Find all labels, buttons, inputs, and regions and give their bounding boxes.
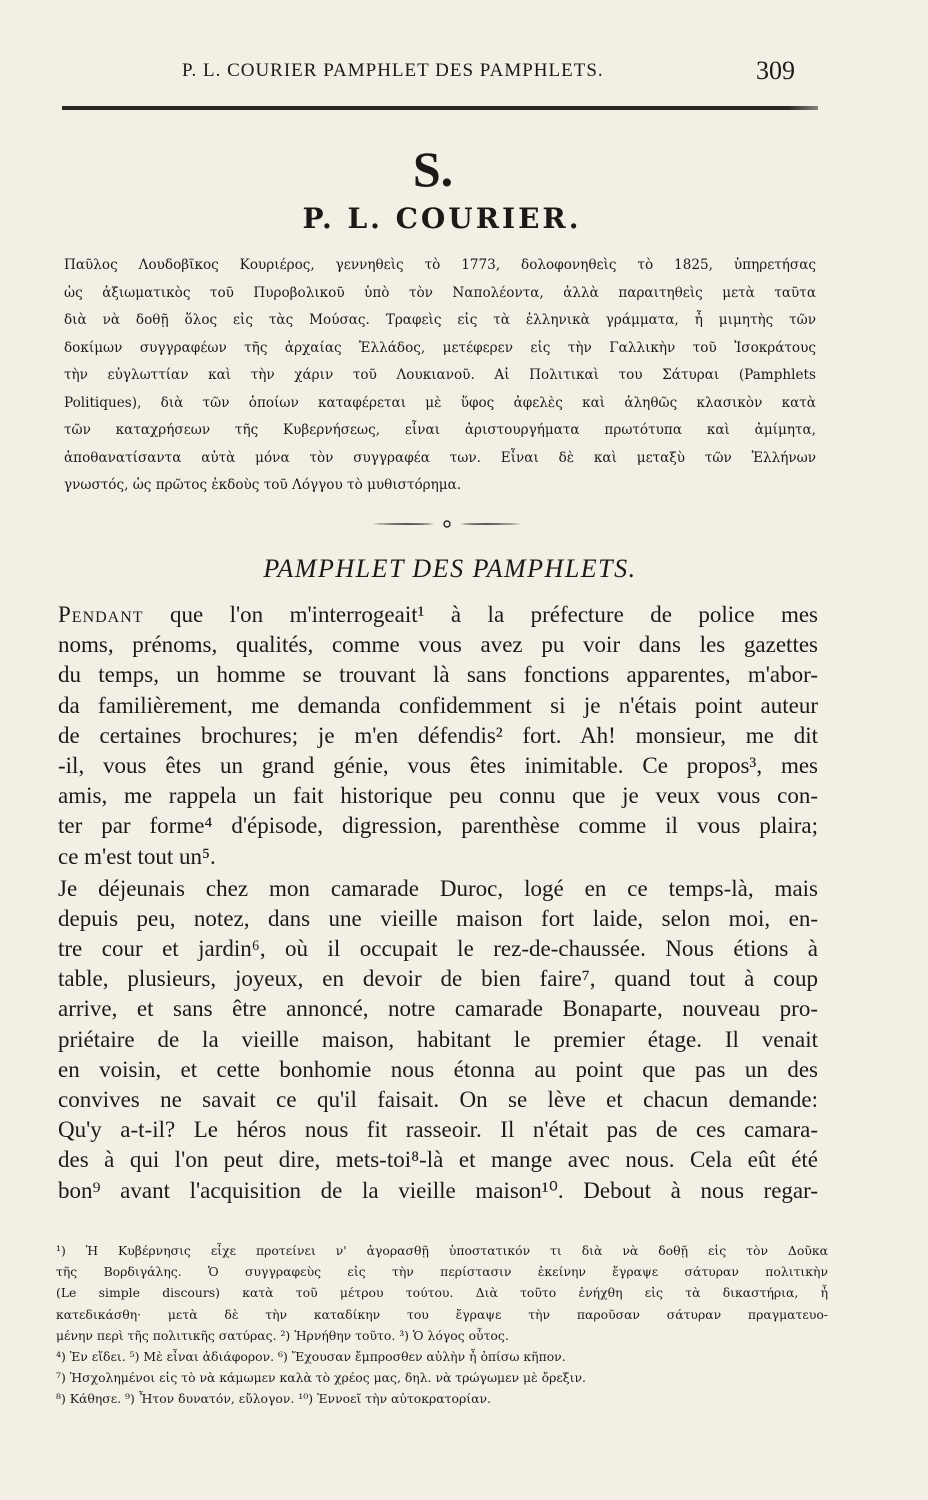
author-biography xyxy=(64,252,816,500)
header-rule xyxy=(62,106,818,110)
bio-line: γνωστός, ὡς πρῶτος ἐκδοὺς τοῦ Λόγγου τὸ μυθιστόρημα. xyxy=(64,477,462,493)
bio-line: Politiques), διὰ τῶν ὁποίων καταφέρεται μὲ ὕφος ἀφελὲς καὶ ἀληθῶς κλασικὸν κατὰ xyxy=(64,394,816,411)
dropcap-word: Pendant xyxy=(58,602,144,627)
footnote-line: κατεδικάσθη· μετὰ δὲ τὴν καταδίκην του ἔγραψε τὴν παροῦσαν σάτυραν πραγματευο- xyxy=(56,1306,828,1322)
body-line: -il, vous êtes un grand génie, vous êtes inimitable. Ce propos³, mes xyxy=(58,752,818,778)
body-line: table, plusieurs, joyeux, en devoir de bien faire⁷, quand tout à coup xyxy=(58,966,818,992)
bio-line: ὡς ἀξιωματικὸς τοῦ Πυροβολικοῦ ὑπὸ τὸν Ναπολέοντα, ἀλλὰ παραιτηθεὶς μετὰ ταῦτα xyxy=(64,284,816,301)
body-line: ce m'est tout un⁵. xyxy=(58,843,216,869)
bio-line: διὰ νὰ δοθῇ ὅλος εἰς τὰς Μούσας. Τραφεὶς εἰς τὰ ἑλληνικὰ γράμματα, ἦ μιμητὴς τῶν xyxy=(64,312,816,328)
footnote-line: ⁴) Ἐν εἴδει. ⁵) Μὲ εἶναι ἀδιάφορον. ⁶) Ἔχουσαν ἔμπροσθεν αὐλὴν ἦ ὀπίσω κῆπον. xyxy=(56,1348,566,1364)
footnote-line: ⁸) Κάθησε. ⁹) Ἦτον δυνατόν, εὔλογον. ¹⁰) Ἐννοεῖ τὴν αὐτοκρατορίαν. xyxy=(56,1391,491,1407)
body-line-text: que l'on m'interrogeait¹ à la préfecture de police mes xyxy=(143,602,818,627)
body-line: da familièrement, me demanda confidemment si je n'étais point auteur xyxy=(58,692,818,718)
running-title: P. L. COURIER PAMPHLET DES PAMPHLETS. xyxy=(182,60,604,81)
body-line: du temps, un homme se trouvant là sans fonctions apparentes, m'abor- xyxy=(58,662,818,688)
body-line: en voisin, et cette bonhomie nous étonna au point que pas un des xyxy=(58,1056,818,1082)
bio-line: τῶν καταχρήσεων τῆς Κυβερνήσεως, εἶναι ἀριστουργήματα πρωτότυπα καὶ ἀμίμητα, xyxy=(64,422,816,438)
footnote-line: (Le simple discours) κατὰ τοῦ μέτρου τούτου. Διὰ τοῦτο ἐνήχθη εἰς τὰ δικαστήρια, ἦ xyxy=(56,1285,828,1301)
article-title: PAMPHLET DES PAMPHLETS. xyxy=(263,554,637,583)
body-line: priétaire de la vieille maison, habitant le premier étage. Il venait xyxy=(58,1026,818,1052)
article-body xyxy=(58,600,818,1206)
bio-line: δοκίμων συγγραφέων τῆς ἀρχαίας Ἑλλάδος, μετέφερεν εἰς τὴν Γαλλικὴν τοῦ Ἰσοκράτους xyxy=(64,339,816,356)
ornament-divider xyxy=(372,519,522,529)
footnotes xyxy=(56,1240,828,1410)
body-line: ter par forme⁴ d'épisode, digression, parenthèse comme il vous plaira; xyxy=(58,813,818,839)
body-line: depuis peu, notez, dans une vieille maison fort laide, selon moi, en- xyxy=(58,905,818,931)
section-initial: S. xyxy=(412,141,454,197)
body-line: des à qui l'on peut dire, mets-toi⁸-là et mange avec nous. Cela eût été xyxy=(58,1147,818,1173)
bio-line: Παῦλος Λουδοβῖκος Κουριέρος, γεννηθεὶς τὸ 1773, δολοφονηθεὶς τὸ 1825, ὑπηρετήσας xyxy=(64,257,816,273)
body-line: amis, me rappela un fait historique peu connu que je veux vous con- xyxy=(58,783,818,809)
body-line: de certaines brochures; je m'en défendis² fort. Ah! monsieur, me dit xyxy=(58,722,818,748)
bio-line: τὴν εὐγλωττίαν καὶ τὴν χάριν τοῦ Λουκιανοῦ. Αἱ Πολιτικαὶ του Σάτυραι (Pamphlets xyxy=(64,367,816,383)
body-line: noms, prénoms, qualités, comme vous avez pu voir dans les gazettes xyxy=(58,632,818,658)
body-line xyxy=(58,600,818,630)
footnote-line: μένην περὶ τῆς πολιτικῆς σατύρας. ²) Ἠρνήθην τοῦτο. ³) Ὁ λόγος οὗτος. xyxy=(56,1327,509,1343)
body-line: Je déjeunais chez mon camarade Duroc, logé en ce temps-là, mais xyxy=(58,875,818,901)
body-line: tre cour et jardin⁶, où il occupait le rez-de-chaussée. Nous étions à xyxy=(58,936,818,962)
footnote-line: ¹) Ἡ Κυβέρνησις εἶχε προτείνει ν' ἀγορασθῇ ὑποστατικόν τι διὰ νὰ δοθῇ εἰς τὸν Δοῦκα xyxy=(56,1243,828,1258)
author-name-heading: P. L. COURIER. xyxy=(302,202,582,235)
bio-line: ἀποθανατίσαντα αὐτὰ μόνα τὸν συγγραφέα των. Εἶναι δὲ καὶ μεταξὺ τῶν Ἑλλήνων xyxy=(64,449,816,466)
footnote-line: τῆς Βορδιγάλης. Ὁ συγγραφεὺς εἰς τὴν περίστασιν ἐκείνην ἔγραψε σάτυραν πολιτικὴν xyxy=(56,1264,828,1280)
body-line: arrive, et sans être annoncé, notre camarade Bonaparte, nouveau pro- xyxy=(58,996,818,1022)
body-line: convives ne savait ce qu'il faisait. On se lève et chacun demande: xyxy=(58,1087,818,1112)
footnote-line: ⁷) Ἠσχολημένοι εἰς τὸ νὰ κάμωμεν καλὰ τὸ χρέος μας, δηλ. νὰ τρώγωμεν μὲ ὄρεξιν. xyxy=(56,1370,586,1386)
body-line: Qu'y a-t-il? Le héros nous fit rasseoir. Il n'était pas de ces camara- xyxy=(58,1117,818,1143)
page-number: 309 xyxy=(756,56,795,85)
body-line: bon⁹ avant l'acquisition de la vieille maison¹⁰. Debout à nous regar- xyxy=(58,1177,818,1203)
